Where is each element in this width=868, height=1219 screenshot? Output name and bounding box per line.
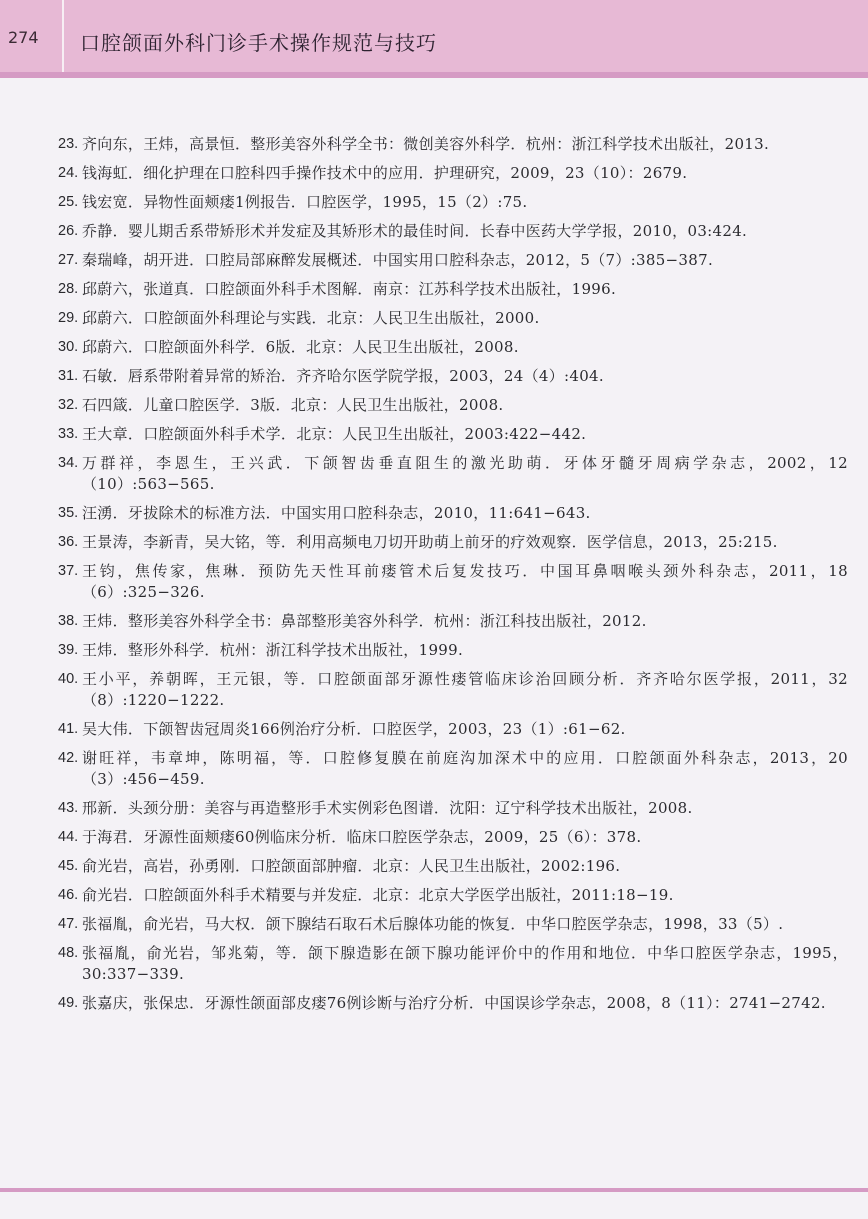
reference-text: 邢新．头颈分册：美容与再造整形手术实例彩色图谱．沈阳：辽宁科学技术出版社，2008. xyxy=(82,799,693,817)
reference-number: 27. xyxy=(58,252,79,268)
page-number: 274 xyxy=(8,28,39,47)
reference-number: 29. xyxy=(58,310,79,326)
reference-text: 王钧，焦传家，焦琳．预防先天性耳前瘘管术后复发技巧．中国耳鼻咽喉头颈外科杂志，2011，18（6）:325−326. xyxy=(82,562,848,601)
reference-number: 35. xyxy=(58,505,79,521)
reference-item xyxy=(58,503,848,524)
reference-number: 40. xyxy=(58,671,79,687)
reference-text: 俞光岩，高岩，孙勇刚．口腔颌面部肿瘤．北京：人民卫生出版社，2002:196. xyxy=(82,857,621,875)
reference-text: 石四箴．儿童口腔医学．3版．北京：人民卫生出版社，2008. xyxy=(82,396,504,414)
reference-number: 41. xyxy=(58,721,79,737)
reference-number: 43. xyxy=(58,800,79,816)
reference-text: 王小平，养朝晖，王元银，等．口腔颌面部牙源性瘘管临床诊治回顾分析．齐齐哈尔医学报，2011，32（8）:1220−1222. xyxy=(82,670,848,709)
reference-item xyxy=(58,640,848,661)
reference-item xyxy=(58,719,848,740)
reference-item xyxy=(58,163,848,184)
reference-text: 邱蔚六，张道真．口腔颌面外科手术图解．南京：江苏科学技术出版社，1996. xyxy=(82,280,617,298)
reference-number: 36. xyxy=(58,534,79,550)
reference-item xyxy=(58,798,848,819)
reference-number: 31. xyxy=(58,368,79,384)
reference-text: 邱蔚六．口腔颌面外科学．6版．北京：人民卫生出版社，2008. xyxy=(82,338,519,356)
reference-text: 汪湧．牙拔除术的标准方法．中国实用口腔科杂志，2010，11:641−643. xyxy=(82,504,591,522)
reference-text: 钱宏宽．异物性面颊瘘1例报告．口腔医学，1995，15（2）:75. xyxy=(82,193,528,211)
book-title: 口腔颌面外科门诊手术操作规范与技巧 xyxy=(80,31,437,55)
footer-rule xyxy=(0,1188,868,1192)
reference-item xyxy=(58,366,848,387)
reference-text: 张嘉庆，张保忠．牙源性颌面部皮瘘76例诊断与治疗分析．中国误诊学杂志，2008，8（11）：2741−2742. xyxy=(82,994,826,1012)
reference-number: 49. xyxy=(58,995,79,1011)
reference-text: 王景涛，李新青，吴大铭，等．利用高频电刀切开助萌上前牙的疗效观察．医学信息，2013，25:215. xyxy=(82,533,778,551)
reference-item xyxy=(58,221,848,242)
reference-item xyxy=(58,827,848,848)
reference-number: 32. xyxy=(58,397,79,413)
reference-item xyxy=(58,424,848,445)
reference-number: 48. xyxy=(58,945,79,961)
reference-item xyxy=(58,134,848,155)
reference-number: 38. xyxy=(58,613,79,629)
reference-text: 王炜．整形美容外科学全书：鼻部整形美容外科学．杭州：浙江科技出版社，2012. xyxy=(82,612,647,630)
header-divider xyxy=(62,0,64,72)
reference-item xyxy=(58,308,848,329)
reference-text: 王炜．整形外科学．杭州：浙江科学技术出版社，1999. xyxy=(82,641,464,659)
reference-number: 37. xyxy=(58,563,79,579)
reference-number: 46. xyxy=(58,887,79,903)
reference-item xyxy=(58,561,848,603)
reference-text: 乔静．婴儿期舌系带矫形术并发症及其矫形术的最佳时间．长春中医药大学学报，2010，03:424. xyxy=(82,222,748,240)
reference-number: 24. xyxy=(58,165,79,181)
reference-item xyxy=(58,993,848,1014)
reference-text: 石敏．唇系带附着异常的矫治．齐齐哈尔医学院学报，2003，24（4）:404. xyxy=(82,367,604,385)
reference-number: 45. xyxy=(58,858,79,874)
reference-text: 王大章．口腔颌面外科手术学．北京：人民卫生出版社，2003:422−442. xyxy=(82,425,587,443)
reference-item xyxy=(58,748,848,790)
reference-text: 吴大伟．下颌智齿冠周炎166例治疗分析．口腔医学，2003，23（1）:61−62. xyxy=(82,720,626,738)
reference-item xyxy=(58,337,848,358)
reference-number: 33. xyxy=(58,426,79,442)
reference-text: 谢旺祥，韦章坤，陈明福，等．口腔修复膜在前庭沟加深术中的应用．口腔颌面外科杂志，2013，20（3）:456−459. xyxy=(82,749,848,788)
reference-text: 钱海虹．细化护理在口腔科四手操作技术中的应用．护理研究，2009，23（10）：2679. xyxy=(82,164,688,182)
reference-list xyxy=(58,134,848,1022)
reference-item xyxy=(58,669,848,711)
page-header xyxy=(0,0,868,72)
reference-item xyxy=(58,611,848,632)
reference-number: 39. xyxy=(58,642,79,658)
reference-number: 26. xyxy=(58,223,79,239)
reference-item xyxy=(58,395,848,416)
reference-text: 秦瑞峰，胡开进．口腔局部麻醉发展概述．中国实用口腔科杂志，2012，5（7）:385−387. xyxy=(82,251,714,269)
reference-item xyxy=(58,856,848,877)
reference-text: 张福胤，俞光岩，邹兆菊，等．颌下腺造影在颌下腺功能评价中的作用和地位．中华口腔医学杂志，1995，30:337−339. xyxy=(82,944,848,983)
reference-text: 邱蔚六．口腔颌面外科理论与实践．北京：人民卫生出版社，2000. xyxy=(82,309,540,327)
reference-number: 44. xyxy=(58,829,79,845)
reference-number: 34. xyxy=(58,455,79,471)
reference-number: 30. xyxy=(58,339,79,355)
reference-item xyxy=(58,250,848,271)
reference-item xyxy=(58,532,848,553)
reference-item xyxy=(58,943,848,985)
reference-number: 25. xyxy=(58,194,79,210)
reference-text: 万群祥，李恩生，王兴武．下颌智齿垂直阻生的激光助萌．牙体牙髓牙周病学杂志，2002，12（10）:563−565. xyxy=(82,454,848,493)
reference-item xyxy=(58,885,848,906)
reference-number: 23. xyxy=(58,136,79,152)
reference-number: 47. xyxy=(58,916,79,932)
reference-text: 俞光岩．口腔颌面外科手术精要与并发症．北京：北京大学医学出版社，2011:18−19. xyxy=(82,886,674,904)
reference-text: 齐向东，王炜，高景恒．整形美容外科学全书：微创美容外科学．杭州：浙江科学技术出版社，2013. xyxy=(82,135,770,153)
reference-number: 42. xyxy=(58,750,79,766)
reference-item xyxy=(58,453,848,495)
reference-text: 张福胤，俞光岩，马大权．颌下腺结石取石术后腺体功能的恢复．中华口腔医学杂志，1998，33（5）. xyxy=(82,915,784,933)
reference-item xyxy=(58,279,848,300)
reference-number: 28. xyxy=(58,281,79,297)
reference-item xyxy=(58,192,848,213)
header-rule xyxy=(0,72,868,78)
reference-text: 于海君．牙源性面颊瘘60例临床分析．临床口腔医学杂志，2009，25（6）：378. xyxy=(82,828,642,846)
reference-item xyxy=(58,914,848,935)
